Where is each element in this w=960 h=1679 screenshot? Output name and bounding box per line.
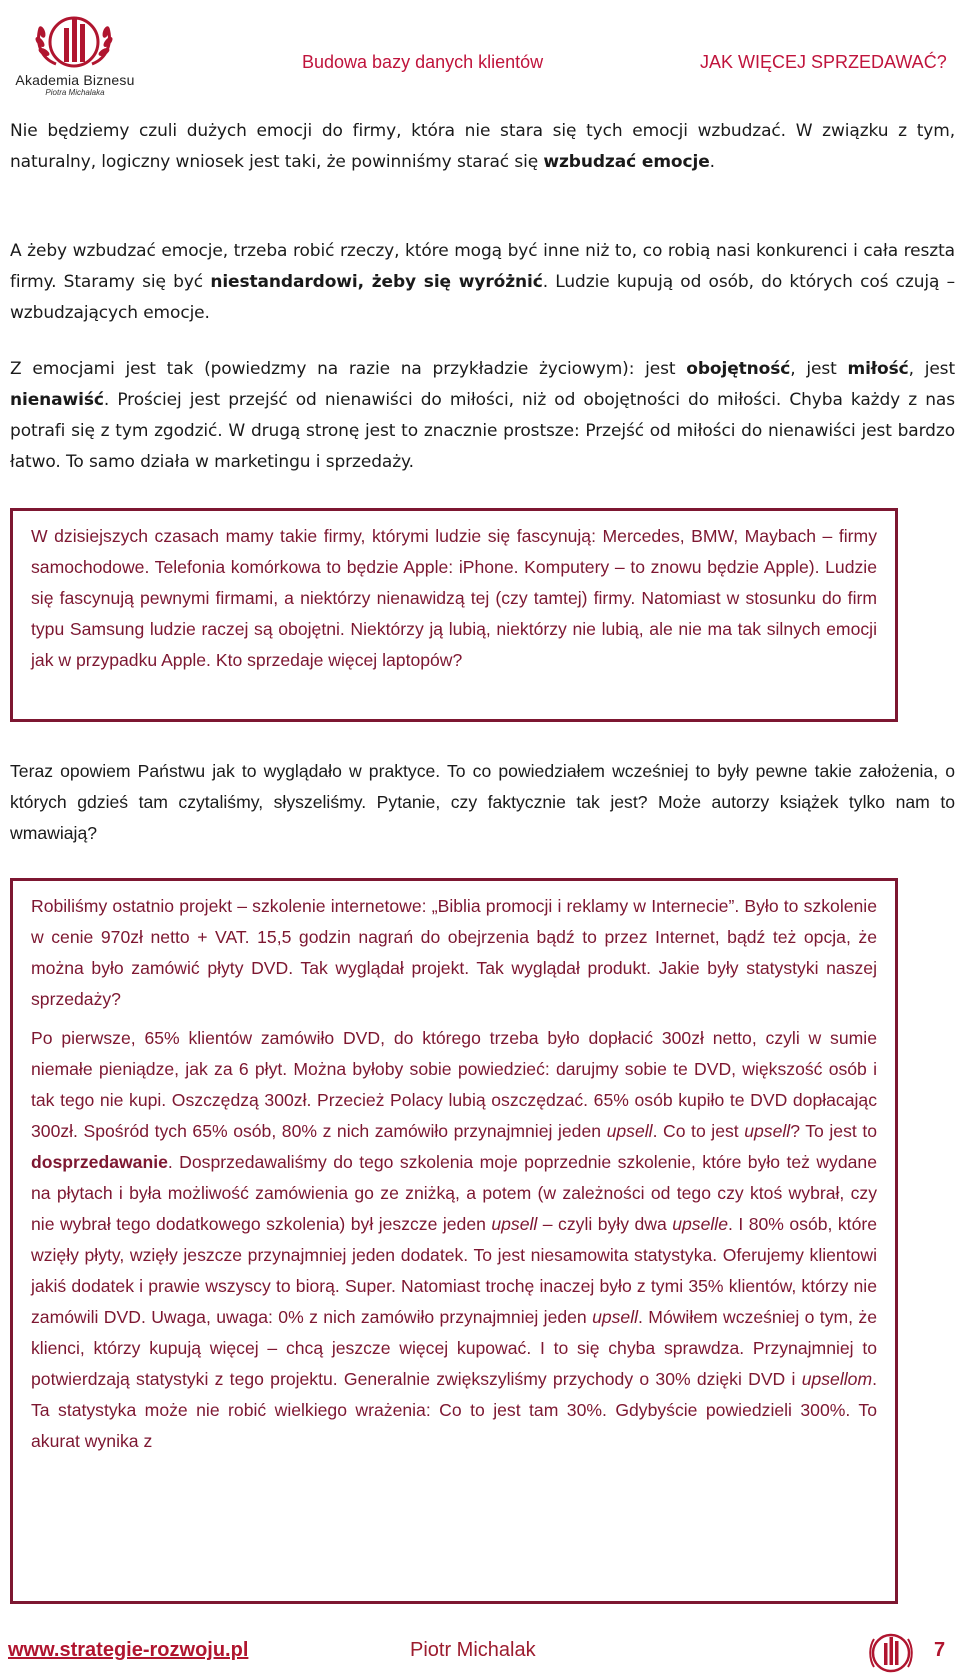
- paragraph-2: [10, 236, 955, 329]
- logo: [4, 8, 144, 98]
- footer-author: Piotr Michalak: [410, 1639, 536, 1661]
- box2-text-a: Po pierwsze, 65% klientów zamówiło DVD, do którego trzeba było dopłacić 300zł netto, czyli w sumie niemałe pieniądze, jak za 6 płyt. Można byłoby sobie powiedzieć: darujmy sobie te DVD, większość osób i tak tego nie kupi. Oszczędzą 300zł. Przecież Polacy lubią oszczędzać. 65% osób kupiło te DVD dopłacając 300zł. Spośród tych 65% osób, 80% z nich zamówiło przynajmniej jeden: [31, 1028, 877, 1141]
- page-footer: [0, 1625, 960, 1679]
- box2-italic-upsell-4: upsell: [592, 1307, 639, 1327]
- bold-indifference: obojętność: [686, 359, 791, 379]
- box2-italic-upsell-3: upsell: [491, 1214, 538, 1234]
- quote-box-1-text: W dzisiejszych czasach mamy takie firmy, którymi ludzie się fascynują: Mercedes, BMW, Maybach – firmy samochodowe. Telefonia komórkowa to będzie Apple: iPhone. Komputery – to znowu będzie Apple). Ludzie się fascynują pewnymi firmami, a niektórzy nienawidzą tej (czy tamtej) firmy. Natomiast w stosunku do firm typu Samsung ludzie raczej są obojętni. Niektórzy ją lubią, niektórzy nie lubią, ale nie ma tak silnych emocji jak w przypadku Apple. Kto sprzedaje więcej laptopów?: [31, 526, 877, 670]
- quote-box-2-paragraph-1: Robiliśmy ostatnio projekt – szkolenie internetowe: „Biblia promocji i reklamy w Internecie”. Było to szkolenie w cenie 970zł netto + VAT. 15,5 godzin nagrań do obejrzenia bądź to przez Internet, bądź też opcja, że można było zamówić płyty DVD. Tak wyglądał projekt. Tak wyglądał produkt. Jakie były statystyki naszej sprzedaży?: [31, 896, 877, 1009]
- box2-text-i: – czyli były dwa: [537, 1214, 673, 1234]
- paragraph-1-bold: wzbudzać emocje: [543, 152, 710, 172]
- page-number: 7: [934, 1639, 946, 1661]
- paragraph-3-sep1: , jest: [790, 359, 848, 379]
- box2-text-g: . Dosprzedawaliśmy do tego szkolenia moje poprzednie szkolenie, które było też wydane na płytach i była możliwość zamówienia go ze zniżką, a potem (w zależności od tego czy ktoś wybrał, czy nie wybrał tego dodatkowego szkolenia) był jeszcze jeden: [31, 1152, 877, 1234]
- website-link[interactable]: www.strategie-rozwoju.pl: [8, 1639, 249, 1661]
- box2-text-k: . I 80% osób, które wzięły płyty, wzięły jeszcze przynajmniej jeden dodatek. To jest niesamowita statystyka. Oferujemy klientowi jakiś dodatek i prawie wszyscy to biorą. Super. Natomiast trochę inaczej było z tymi 35% klientów, którzy nie zamówili DVD. Uwaga, uwaga: 0% z nich zamówiło przynajmniej jeden: [31, 1214, 878, 1327]
- paragraph-1: [10, 116, 955, 178]
- bold-love: miłość: [847, 359, 909, 379]
- page-header: [0, 0, 960, 100]
- header-title-left: Budowa bazy danych klientów: [302, 52, 544, 72]
- paragraph-4: [10, 756, 955, 849]
- box2-text-e: ? To jest to: [790, 1121, 877, 1141]
- quote-box-2: [10, 878, 898, 1604]
- box2-italic-upsellom: upsellom: [801, 1369, 873, 1389]
- logo-subtitle: Piotra Michalaka: [45, 88, 105, 97]
- logo-text: Akademia Biznesu: [15, 72, 135, 88]
- paragraph-3: [10, 354, 955, 478]
- bold-hate: nienawiść: [10, 390, 104, 410]
- paragraph-3-sep2: , jest: [908, 359, 956, 379]
- footer-logo-icon: [866, 1629, 916, 1677]
- laurel-logo-icon: [4, 8, 144, 70]
- box2-italic-upsell-1: upsell: [606, 1121, 653, 1141]
- quote-box-2-paragraph-2: [31, 1023, 877, 1457]
- paragraph-3-end: . Prościej jest przejść od nienawiści do miłości, niż od obojętności do miłości. Chyba każdy z nas potrafi się z tym zgodzić. W drugą stronę jest to znacznie prostsze: Przejść od miłości do nienawiści jest bardzo łatwo. To samo działa w marketingu i sprzedaży.: [10, 390, 955, 472]
- box2-italic-upsell-2: upsell: [744, 1121, 791, 1141]
- header-title-right: JAK WIĘCEJ SPRZEDAWAĆ?: [700, 52, 947, 72]
- box2-text-o: . Ta statystyka może nie robić wielkiego wrażenia: Co to jest tam 30%. Gdybyście powiedzieli 300%. To akurat wynika z: [31, 1369, 877, 1451]
- paragraph-2-bold: niestandardowi, żeby się wyróżnić: [210, 272, 543, 292]
- box2-text-m: . Mówiłem wcześniej o tym, że klienci, którzy kupują więcej – chcą jeszcze więcej kupować. I to się chyba sprawdza. Przynajmniej to potwierdzają statystyki z tego projektu. Generalnie zwiększyliśmy przychody o 30% dzięki DVD i: [31, 1307, 877, 1389]
- box2-italic-upselle: upselle: [672, 1214, 728, 1234]
- box2-text-c: . Co to jest: [652, 1121, 745, 1141]
- paragraph-1-end: .: [709, 152, 715, 172]
- paragraph-4-text: Teraz opowiem Państwu jak to wyglądało w praktyce. To co powiedziałem wcześniej to były pewne takie założenia, o których gdzieś tam czytaliśmy, słyszeliśmy. Pytanie, czy faktycznie tak jest? Może autorzy książek tylko nam to wmawiają?: [10, 761, 955, 843]
- paragraph-2-end: . Ludzie kupują od osób, do których coś czują – wzbudzających emocje.: [10, 272, 956, 323]
- paragraph-1-text: Nie będziemy czuli dużych emocji do firmy, która nie stara się tych emocji wzbudzać. W związku z tym, naturalny, logiczny wniosek jest taki, że powinniśmy starać się: [10, 121, 955, 172]
- quote-box-1: [10, 508, 898, 722]
- paragraph-2-text: A żeby wzbudzać emocje, trzeba robić rzeczy, które mogą być inne niż to, co robią nasi konkurenci i cała reszta firmy. Staramy się być: [10, 241, 955, 292]
- box2-bold-dosprzedawanie: dosprzedawanie: [31, 1152, 168, 1172]
- paragraph-3-text: Z emocjami jest tak (powiedzmy na razie na przykładzie życiowym): jest: [10, 359, 687, 379]
